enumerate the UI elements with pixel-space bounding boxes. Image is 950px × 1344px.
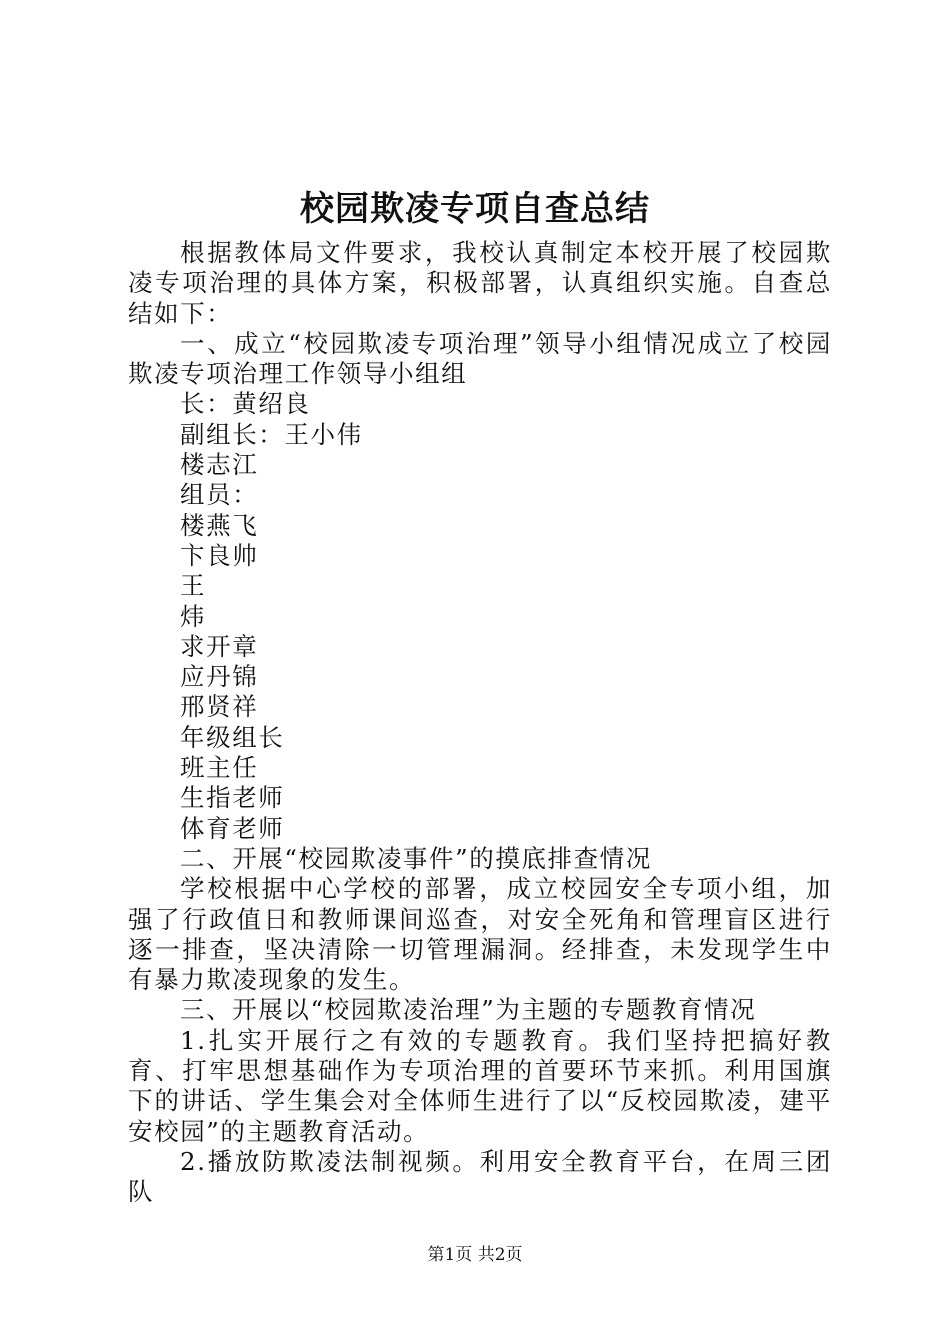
member-line: 长：黄绍良 [180, 389, 311, 419]
member-line: 班主任 [180, 753, 259, 783]
section3-item-2: 2.播放防欺凌法制视频。利用安全教育平台，在周三团队 [128, 1146, 832, 1207]
section1-paragraph: 一、成立“校园欺凌专项治理”领导小组情况成立了校园欺凌专项治理工作领导小组组 [128, 328, 832, 389]
member-line: 楼志江 [180, 450, 259, 480]
section2-paragraph: 学校根据中心学校的部署，成立校园安全专项小组，加强了行政值日和教师课间巡查，对安全死角和管理盲区进行逐一排查，坚决清除一切管理漏洞。经排查，未发现学生中有暴力欺凌现象的发生。 [128, 874, 832, 995]
intro-paragraph: 根据教体局文件要求，我校认真制定本校开展了校园欺凌专项治理的具体方案，积极部署，认真组织实施。自查总结如下： [128, 238, 832, 328]
member-line: 卞良帅 [180, 540, 259, 570]
member-line: 邢贤祥 [180, 692, 259, 722]
member-line: 副组长：王小伟 [180, 419, 363, 449]
member-line: 年级组长 [180, 722, 285, 752]
member-line: 求开章 [180, 631, 259, 661]
document-body [128, 238, 832, 1208]
member-line: 组员： [180, 480, 259, 510]
section3-item-1: 1.扎实开展行之有效的专题教育。我们坚持把搞好教育、打牢思想基础作为专项治理的首要环节来抓。利用国旗下的讲话、学生集会对全体师生进行了以“反校园欺凌，建平安校园”的主题教育活动。 [128, 1025, 832, 1146]
member-line: 应丹锦 [180, 662, 259, 692]
member-line: 炜 [180, 601, 207, 631]
page-title: 校园欺凌专项自查总结 [300, 189, 650, 229]
member-line: 楼燕飞 [180, 510, 259, 540]
section3-heading: 三、开展以“校园欺凌治理”为主题的专题教育情况 [180, 995, 757, 1025]
page-footer: 第1页 共2页 [427, 1245, 523, 1265]
member-line: 体育老师 [180, 813, 285, 843]
section2-heading: 二、开展“校园欺凌事件”的摸底排查情况 [180, 843, 652, 873]
member-line: 王 [180, 571, 207, 601]
member-line: 生指老师 [180, 783, 285, 813]
